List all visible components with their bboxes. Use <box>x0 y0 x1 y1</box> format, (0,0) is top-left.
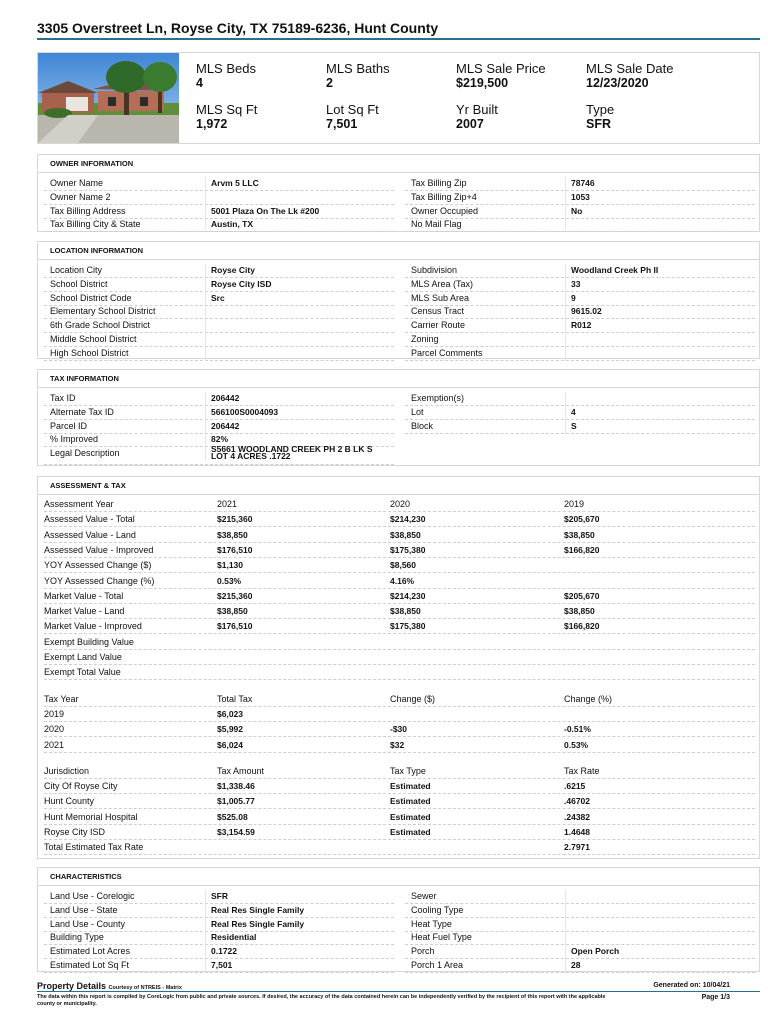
field-label: Lot <box>411 406 424 417</box>
column-header: 2021 <box>217 499 238 509</box>
column-separator <box>205 177 206 191</box>
cell-value: -0.51% <box>564 724 591 735</box>
column-separator <box>205 264 206 278</box>
location-row-location-city <box>44 264 394 278</box>
column-header: Assessment Year <box>44 499 114 509</box>
field-label: Tax Billing City & State <box>50 219 141 230</box>
field-label: School District <box>50 278 108 289</box>
field-label: Zoning <box>411 334 439 344</box>
characteristics-row-porch <box>405 945 755 959</box>
field-value: S5661 WOODLAND CREEK PH 2 B LK S LOT 4 ACRES .1722 <box>211 444 373 462</box>
tax-row-parcel-id <box>44 420 394 434</box>
assessment-row-city-of-royse-city <box>44 779 755 794</box>
section-heading: OWNER INFORMATION <box>38 155 759 173</box>
row-label: Market Value - Land <box>44 606 125 617</box>
assessment-row-yoy-assessed-change <box>44 574 755 589</box>
location-row-middle-school-district <box>44 333 394 347</box>
location-row-school-district-code <box>44 292 394 306</box>
field-value: Woodland Creek Ph II <box>571 265 659 275</box>
column-separator <box>565 292 566 306</box>
field-value: Royse City ISD <box>211 278 272 289</box>
cell-value: Estimated <box>390 811 431 822</box>
cell-value: $38,850 <box>217 606 248 617</box>
stat-mls-baths: MLS Baths 2 <box>326 61 390 90</box>
row-label: YOY Assessed Change ($) <box>44 560 152 571</box>
characteristics-row-building-type <box>44 931 394 945</box>
location-row-mls-area-tax <box>405 278 755 292</box>
characteristics-row-porch-1-area <box>405 959 755 973</box>
cell-value: $525.08 <box>217 811 248 822</box>
cell-value: $176,510 <box>217 544 253 555</box>
location-row-carrier-route <box>405 319 755 333</box>
field-label: MLS Area (Tax) <box>411 278 474 289</box>
characteristics-row-heat-type <box>405 918 755 932</box>
field-value: 33 <box>571 278 581 289</box>
cell-value: $6,024 <box>217 739 243 750</box>
field-value: S <box>571 420 577 431</box>
location-row-6th-grade-school-district <box>44 319 394 333</box>
property-photo <box>38 53 179 143</box>
years-header-row <box>44 497 755 512</box>
owner-row-owner-occupied <box>405 205 755 219</box>
assessment-row-total-estimated-tax-rate <box>44 840 755 855</box>
page-number: Page 1/3 <box>701 994 730 1001</box>
field-value: 566100S0004093 <box>211 406 279 417</box>
column-separator <box>205 420 206 434</box>
section-heading: LOCATION INFORMATION <box>38 242 759 260</box>
column-separator <box>205 406 206 420</box>
tax-row-tax-id <box>44 392 394 406</box>
characteristics-row-sewer <box>405 890 755 904</box>
cell-value: Estimated <box>390 781 431 792</box>
owner-row-tax-billing-address <box>44 205 394 219</box>
cell-value: $175,380 <box>390 621 426 632</box>
column-separator <box>205 347 206 361</box>
section-heading: CHARACTERISTICS <box>38 868 759 886</box>
field-value: Austin, TX <box>211 219 254 230</box>
cell-value: 4.16% <box>390 575 415 586</box>
cell-value: $1,005.77 <box>217 796 255 807</box>
field-label: Location City <box>50 265 103 275</box>
cell-value: $205,670 <box>564 514 600 525</box>
field-label: Heat Fuel Type <box>411 932 472 943</box>
column-separator <box>565 333 566 347</box>
row-label: Assessed Value - Total <box>44 514 135 525</box>
column-separator <box>205 959 206 973</box>
footer-divider <box>37 991 760 992</box>
field-label: Tax Billing Zip+4 <box>411 191 477 202</box>
taxyear-header-row <box>44 692 755 707</box>
field-value: 82% <box>211 434 229 445</box>
house-photo-icon <box>38 53 179 143</box>
field-value: 206442 <box>211 420 240 431</box>
tax-row-lot <box>405 406 755 420</box>
column-separator <box>205 205 206 219</box>
column-header: 2019 <box>564 499 585 509</box>
field-label: Heat Type <box>411 918 452 929</box>
field-label: Porch <box>411 946 435 957</box>
field-label: Land Use - State <box>50 904 118 915</box>
field-label: Building Type <box>50 932 104 943</box>
section-heading: ASSESSMENT & TAX <box>38 477 759 495</box>
assessment-row-hunt-memorial-hospital <box>44 810 755 825</box>
stat-mls-beds: MLS Beds 4 <box>196 61 256 90</box>
stat-mls-sq-ft: MLS Sq Ft 1,972 <box>196 102 258 131</box>
field-value: 206442 <box>211 393 240 403</box>
field-label: Exemption(s) <box>411 393 465 403</box>
row-label: 2019 <box>44 708 65 719</box>
column-header: Jurisdiction <box>44 765 90 776</box>
assessment-row-assessed-value-improved <box>44 543 755 558</box>
location-row-mls-sub-area <box>405 292 755 306</box>
field-label: Cooling Type <box>411 904 464 915</box>
row-label: 2021 <box>44 739 65 750</box>
column-separator <box>565 420 566 434</box>
owner-row-tax-billing-city-state <box>44 218 394 232</box>
location-row-census-tract <box>405 305 755 319</box>
column-header: Tax Amount <box>217 765 265 776</box>
cell-value: $3,154.59 <box>217 827 255 837</box>
cell-value: $176,510 <box>217 621 253 632</box>
cell-value: 0.53% <box>217 575 242 586</box>
column-header: Total Tax <box>217 693 253 704</box>
assessment-row-market-value-land <box>44 604 755 619</box>
characteristics-row-land-use-corelogic <box>44 890 394 904</box>
column-separator <box>565 945 566 959</box>
field-value: Real Res Single Family <box>211 918 305 929</box>
column-separator <box>205 918 206 932</box>
assessment-row-market-value-improved <box>44 619 755 634</box>
column-separator <box>565 347 566 361</box>
cell-value: $38,850 <box>217 529 248 540</box>
column-header: Tax Rate <box>564 765 600 776</box>
column-header: Change (%) <box>564 693 613 704</box>
column-separator <box>205 292 206 306</box>
column-separator <box>565 406 566 420</box>
column-separator <box>565 918 566 932</box>
field-label: Land Use - Corelogic <box>50 891 135 901</box>
field-value: 4 <box>571 406 576 417</box>
stat-mls-sale-price: MLS Sale Price $219,500 <box>456 61 546 90</box>
column-header: 2020 <box>390 499 411 509</box>
cell-value: $6,023 <box>217 708 243 719</box>
cell-value: $38,850 <box>564 606 595 617</box>
location-information-section <box>37 241 760 359</box>
field-value: Arvm 5 LLC <box>211 178 259 188</box>
cell-value: Estimated <box>390 827 431 837</box>
assessment-row-market-value-total <box>44 589 755 604</box>
row-label: Assessed Value - Improved <box>44 544 154 555</box>
column-separator <box>565 218 566 232</box>
tax-information-section <box>37 369 760 466</box>
assessment-row-exempt-total-value <box>44 665 755 680</box>
column-separator <box>565 931 566 945</box>
assessment-row-royse-city-isd <box>44 825 755 840</box>
section-heading: TAX INFORMATION <box>38 370 759 388</box>
column-separator <box>565 959 566 973</box>
owner-row-tax-billing-zip <box>405 177 755 191</box>
juris-header-row <box>44 764 755 779</box>
column-separator <box>565 392 566 406</box>
cell-value: $205,670 <box>564 590 600 601</box>
field-label: Parcel ID <box>50 420 88 431</box>
field-label: Porch 1 Area <box>411 960 464 970</box>
column-header: Change ($) <box>390 693 436 704</box>
cell-value: $38,850 <box>390 606 421 617</box>
column-separator <box>205 218 206 232</box>
field-value: SFR <box>211 891 228 901</box>
tax-row-block <box>405 420 755 434</box>
footer-disclaimer: The data within this report is compiled by CoreLogic from public and private sources. If desired, the accuracy of the data contained herein can be independently verified by the recipient of this report with the applicable county or municipality. <box>37 994 606 1007</box>
column-separator <box>565 264 566 278</box>
cell-value: $1,338.46 <box>217 781 255 792</box>
cell-value: $1,130 <box>217 560 243 571</box>
field-label: Legal Description <box>50 448 120 459</box>
owner-row-tax-billing-zip-4 <box>405 191 755 205</box>
footer-title: Property Details Courtesy of NTREIS - Matrix <box>37 981 182 991</box>
cell-value: $175,380 <box>390 544 426 555</box>
stat-lot-sq-ft: Lot Sq Ft 7,501 <box>326 102 379 131</box>
field-value: Royse City <box>211 265 255 275</box>
row-label: City Of Royse City <box>44 781 118 792</box>
field-label: Block <box>411 420 434 431</box>
assessment-row-hunt-county <box>44 794 755 809</box>
row-label: Exempt Land Value <box>44 652 122 662</box>
field-label: High School District <box>50 347 129 358</box>
stat-type: Type SFR <box>586 102 615 131</box>
field-label: Middle School District <box>50 334 137 344</box>
assessment-row-exempt-land-value <box>44 650 755 665</box>
field-value: Residential <box>211 932 257 943</box>
cell-value: $32 <box>390 739 405 750</box>
characteristics-section <box>37 867 760 972</box>
characteristics-row-estimated-lot-acres <box>44 945 394 959</box>
field-label: Land Use - County <box>50 918 126 929</box>
cell-value: .6215 <box>564 781 586 792</box>
field-value: 78746 <box>571 178 595 188</box>
characteristics-row-estimated-lot-sq-ft <box>44 959 394 973</box>
column-header: Tax Type <box>390 765 426 776</box>
row-label: YOY Assessed Change (%) <box>44 575 155 586</box>
assessment-tax-section <box>37 476 760 859</box>
field-value: No <box>571 205 583 216</box>
field-label: Parcel Comments <box>411 347 483 358</box>
row-label: Exempt Building Value <box>44 636 134 647</box>
stat-mls-sale-date: MLS Sale Date 12/23/2020 <box>586 61 674 90</box>
field-value: R012 <box>571 320 592 331</box>
cell-value: .24382 <box>564 811 590 822</box>
field-label: Tax Billing Address <box>50 205 126 216</box>
cell-value: $38,850 <box>564 529 595 540</box>
field-value: 0.1722 <box>211 946 237 957</box>
characteristics-row-cooling-type <box>405 904 755 918</box>
title-divider <box>37 38 760 40</box>
cell-value: $8,560 <box>390 560 416 571</box>
column-separator <box>205 392 206 406</box>
assessment-row-2021 <box>44 738 755 753</box>
assessment-row-exempt-building-value <box>44 635 755 650</box>
cell-value: $215,360 <box>217 590 253 601</box>
column-separator <box>205 433 206 447</box>
cell-value: $215,360 <box>217 514 253 525</box>
row-label: 2020 <box>44 724 65 735</box>
field-label: Owner Name 2 <box>50 191 111 202</box>
column-separator <box>205 319 206 333</box>
cell-value: 1.4648 <box>564 827 590 837</box>
column-separator <box>205 945 206 959</box>
owner-information-section <box>37 154 760 232</box>
location-row-high-school-district <box>44 347 394 361</box>
location-row-subdivision <box>405 264 755 278</box>
assessment-row-assessed-value-total <box>44 512 755 527</box>
field-label: Carrier Route <box>411 320 466 331</box>
cell-value: $166,820 <box>564 544 600 555</box>
characteristics-row-heat-fuel-type <box>405 931 755 945</box>
field-label: Owner Occupied <box>411 205 479 216</box>
field-label: 6th Grade School District <box>50 320 151 331</box>
field-label: Estimated Lot Acres <box>50 946 131 957</box>
cell-value: $38,850 <box>390 529 421 540</box>
row-label: Hunt Memorial Hospital <box>44 811 138 822</box>
column-separator <box>205 333 206 347</box>
owner-row-owner-name-2 <box>44 191 394 205</box>
field-value: Src <box>211 292 225 303</box>
field-label: % Improved <box>50 434 99 445</box>
column-header: Tax Year <box>44 693 79 704</box>
tax-row-exemption-s <box>405 392 755 406</box>
row-label: Hunt County <box>44 796 95 807</box>
assessment-row-2020 <box>44 722 755 737</box>
row-label: Royse City ISD <box>44 827 106 837</box>
field-label: Alternate Tax ID <box>50 406 114 417</box>
page-title: 3305 Overstreet Ln, Royse City, TX 75189-6236, Hunt County <box>37 20 439 36</box>
owner-row-owner-name <box>44 177 394 191</box>
field-label: Tax ID <box>50 393 76 403</box>
field-label: Elementary School District <box>50 306 156 317</box>
field-label: Subdivision <box>411 265 458 275</box>
row-label: Market Value - Total <box>44 590 124 601</box>
field-value: Real Res Single Family <box>211 904 305 915</box>
column-separator <box>565 890 566 904</box>
row-label: Assessed Value - Land <box>44 529 136 540</box>
assessment-row-2019 <box>44 707 755 722</box>
column-separator <box>205 890 206 904</box>
row-label: Total Estimated Tax Rate <box>44 842 144 853</box>
location-row-zoning <box>405 333 755 347</box>
field-label: School District Code <box>50 292 132 303</box>
cell-value: $5,992 <box>217 724 243 735</box>
field-value: 7,501 <box>211 960 233 970</box>
column-separator <box>565 319 566 333</box>
column-separator <box>205 305 206 319</box>
field-label: MLS Sub Area <box>411 292 470 303</box>
column-separator <box>565 305 566 319</box>
tax-row-legal-description <box>44 444 394 465</box>
characteristics-row-land-use-state <box>44 904 394 918</box>
field-value: 1053 <box>571 191 590 202</box>
cell-value: $214,230 <box>390 590 426 601</box>
assessment-row-yoy-assessed-change <box>44 558 755 573</box>
cell-value: 2.7971 <box>564 842 590 853</box>
cell-value: $166,820 <box>564 621 600 632</box>
characteristics-row-land-use-county <box>44 918 394 932</box>
cell-value: -$30 <box>390 724 408 735</box>
column-separator <box>565 177 566 191</box>
column-separator <box>565 205 566 219</box>
row-label: Market Value - Improved <box>44 621 142 632</box>
cell-value: 0.53% <box>564 739 589 750</box>
field-value: 5001 Plaza On The Lk #200 <box>211 205 320 216</box>
field-label: Census Tract <box>411 306 465 317</box>
owner-row-no-mail-flag <box>405 218 755 232</box>
tax-row-alternate-tax-id <box>44 406 394 420</box>
column-separator <box>205 191 206 205</box>
field-label: Sewer <box>411 891 437 901</box>
location-row-parcel-comments <box>405 347 755 361</box>
field-value: Open Porch <box>571 946 620 957</box>
column-separator <box>205 904 206 918</box>
stat-yr-built: Yr Built 2007 <box>456 102 498 131</box>
field-value: 9615.02 <box>571 306 602 317</box>
cell-value: Estimated <box>390 796 431 807</box>
field-label: Estimated Lot Sq Ft <box>50 960 130 970</box>
location-row-school-district <box>44 278 394 292</box>
row-label: Exempt Total Value <box>44 667 121 678</box>
column-separator <box>205 278 206 292</box>
column-separator <box>205 447 206 461</box>
column-separator <box>565 904 566 918</box>
summary-panel <box>37 52 760 144</box>
cell-value: .46702 <box>564 796 590 807</box>
field-label: No Mail Flag <box>411 219 462 230</box>
location-row-elementary-school-district <box>44 305 394 319</box>
column-separator <box>205 931 206 945</box>
column-separator <box>565 191 566 205</box>
generated-date: Generated on: 10/04/21 <box>653 982 730 989</box>
column-separator <box>565 278 566 292</box>
field-label: Owner Name <box>50 178 104 188</box>
field-value: 28 <box>571 960 581 970</box>
field-value: 9 <box>571 292 576 303</box>
field-label: Tax Billing Zip <box>411 178 467 188</box>
assessment-row-assessed-value-land <box>44 528 755 543</box>
cell-value: $214,230 <box>390 514 426 525</box>
